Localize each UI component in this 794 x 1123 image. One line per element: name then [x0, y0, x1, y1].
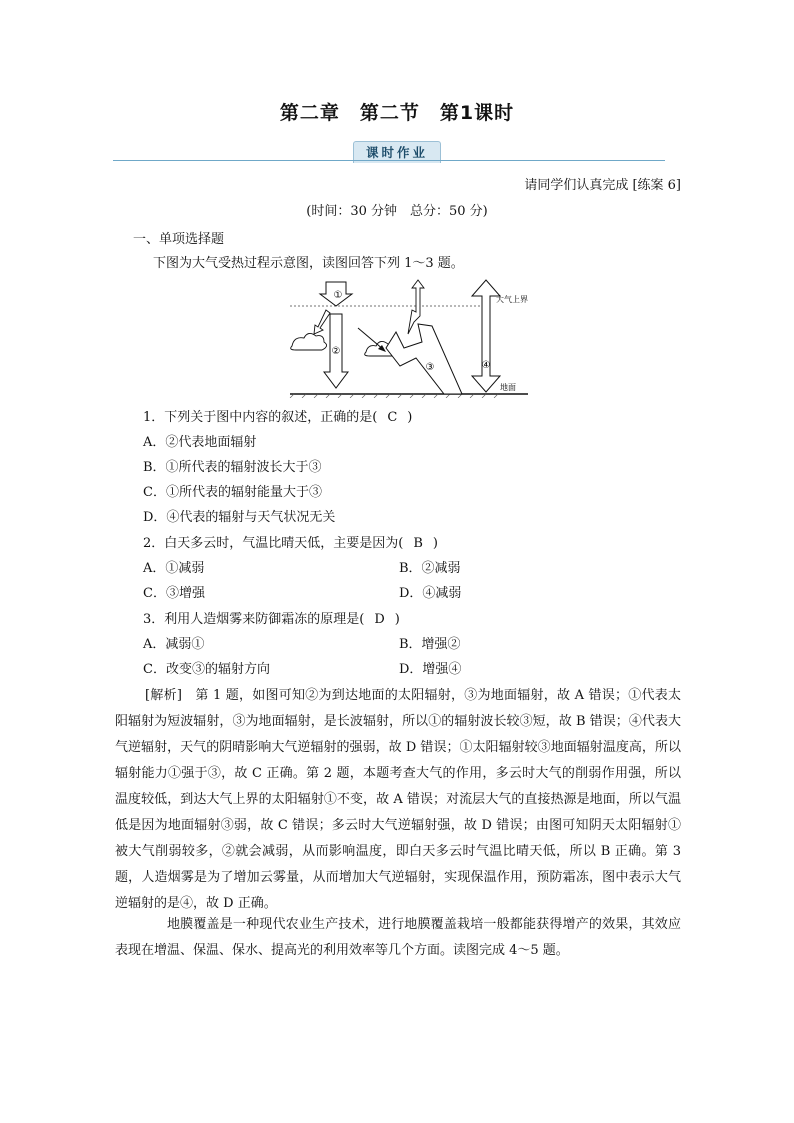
question-3-option-b: B．增强②: [399, 637, 461, 652]
question-1-option-c: C．①所代表的辐射能量大于③: [143, 485, 322, 500]
label-top-atmosphere: 大气上界: [496, 295, 528, 304]
mark-1: ①: [333, 290, 343, 301]
question-3-option-d: D．增强④: [399, 662, 462, 677]
question-3-option-c: C．改变③的辐射方向: [143, 662, 270, 677]
cloud-left: [291, 333, 327, 350]
time-info: (时间：30 分钟 总分：50 分): [306, 204, 488, 219]
homework-badge: 课时作业: [353, 141, 441, 163]
mark-4: ④: [481, 360, 491, 371]
question-3-option-a: A．减弱①: [143, 637, 205, 652]
atmosphere-heating-diagram: [286, 276, 534, 398]
question-2-answer: B: [413, 536, 423, 551]
question-1-option-b: B．①所代表的辐射波长大于③: [143, 460, 322, 475]
arrow-scattered: [314, 310, 330, 334]
question-2-option-b: B．②减弱: [399, 561, 461, 576]
section-intro: 下图为大气受热过程示意图，读图回答下列 1～3 题。: [153, 256, 464, 271]
header-rule: [113, 160, 665, 161]
question-2-option-d: D．④减弱: [399, 586, 462, 601]
question-1-option-d: D．④代表的辐射与天气状况无关: [143, 510, 336, 525]
question-2-option-c: C．③增强: [143, 586, 205, 601]
next-intro-paragraph: 地膜覆盖是一种现代农业生产技术，进行地膜覆盖栽培一般都能获得增产的效果，其效应表现在增温、保温、保水、提高光的利用效率等几个方面。读图完成 4～5 题。: [115, 917, 681, 958]
analysis-text: 第 1 题，如图可知②为到达地面的太阳辐射，③为地面辐射，故 A 错误；①代表太阳辐射为短波辐射，③为地面辐射，是长波辐射，所以①的辐射波长较③短，故 B 错误；④代表大气逆辐射，天气的阴晴影响大气逆辐射的强弱，故 D 错误；①太阳辐射较③地面辐射温度高，所以辐射能力①强于③，故 C 正确。第 2 题，本题考查大气的作用，多云时大气的削弱作用强，所以温度较低，到达大气上界的太阳辐射①不变，故 A 错误；对流层大气的直接热源是地面，所以气温低是因为地面辐射③弱，故 C 错误；多云时大气逆辐射强，故 D 错误；由图可知阴天太阳辐射①被大气削弱较多，②就会减弱，从而影响温度，即白天多云时气温比晴天低，所以 B 正确。第 3 题，人造烟雾是为了增加云雾量，从而增加大气逆辐射，实现保温作用，预防霜冻，图中表示大气逆辐射的是④，故 D 正确。: [115, 688, 681, 911]
question-1-answer: C: [387, 410, 398, 425]
mark-2: ②: [331, 346, 341, 357]
question-2-stem: 2．白天多云时，气温比晴天低，主要是因为( B ): [143, 536, 438, 551]
notice-text: 请同学们认真完成 [练案 6]: [524, 178, 681, 193]
label-ground: 地面: [500, 383, 516, 392]
question-3-answer: D: [374, 612, 385, 627]
analysis-tag: [解析]: [145, 688, 182, 703]
mark-3: ③: [425, 362, 435, 373]
arrow-ground-radiation: [386, 324, 462, 394]
question-2-option-a: A．①减弱: [143, 561, 205, 576]
section-heading: 一、单项选择题: [133, 232, 225, 247]
page-title: 第二章 第二节 第1课时: [279, 102, 515, 124]
question-3-stem: 3．利用人造烟雾来防御霜冻的原理是( D ): [143, 612, 400, 627]
question-1-option-a: A．②代表地面辐射: [143, 435, 257, 450]
analysis-paragraph: [115, 683, 681, 917]
question-1-stem: 1．下列关于图中内容的叙述，正确的是( C ): [143, 410, 413, 425]
